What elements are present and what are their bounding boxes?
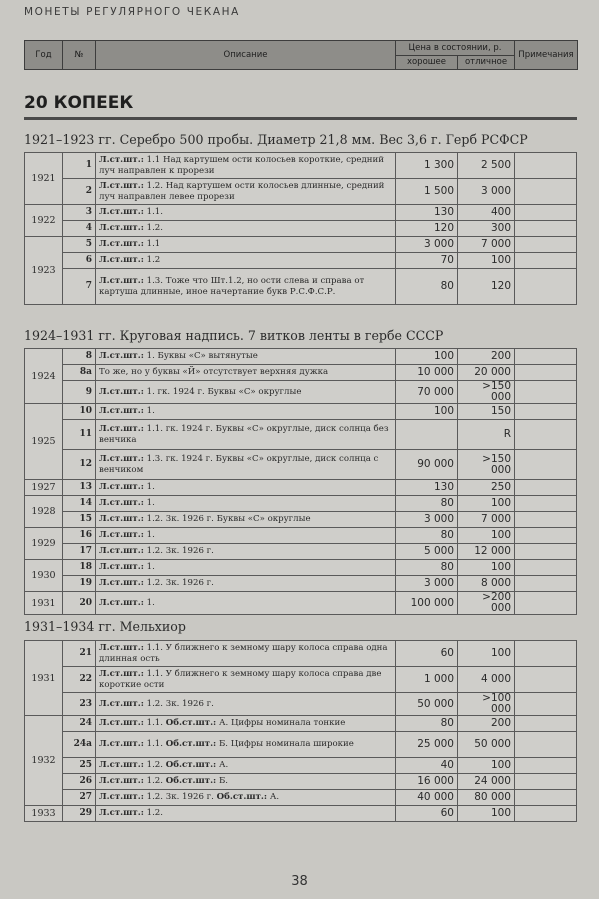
price-excellent: 250 [458, 480, 515, 496]
col-excellent: отличное [458, 55, 515, 70]
table-row [25, 512, 577, 528]
table-row [25, 253, 577, 269]
catalog-number: 20 [63, 592, 96, 615]
table-row [25, 774, 577, 790]
price-good: 100 [396, 404, 458, 420]
catalog-number: 21 [63, 641, 96, 667]
price-excellent: 100 [458, 496, 515, 512]
description-cell: Л.ст.шт.: 1.3. Тоже что Шт.1.2, но ости слева и справа от картуша длинные, иное начертание букв Р.С.Ф.С.Р. [96, 269, 396, 305]
price-good: 60 [396, 806, 458, 822]
price-excellent: 7 000 [458, 237, 515, 253]
catalog-number: 25 [63, 758, 96, 774]
notes-cell [515, 496, 577, 512]
notes-cell [515, 641, 577, 667]
price-excellent: >200 000 [458, 592, 515, 615]
catalog-number: 14 [63, 496, 96, 512]
price-good: 100 000 [396, 592, 458, 615]
catalog-number: 13 [63, 480, 96, 496]
col-description: Описание [96, 41, 396, 70]
catalog-number: 5 [63, 237, 96, 253]
price-excellent: 300 [458, 221, 515, 237]
price-excellent: 100 [458, 560, 515, 576]
price-excellent: 100 [458, 528, 515, 544]
table-row [25, 667, 577, 693]
price-excellent: 400 [458, 205, 515, 221]
description-cell: Л.ст.шт.: 1.2. Об.ст.шт.: Б. [96, 774, 396, 790]
price-good: 40 000 [396, 790, 458, 806]
catalog-number: 7 [63, 269, 96, 305]
price-excellent: 3 000 [458, 179, 515, 205]
catalog-number: 3 [63, 205, 96, 221]
price-excellent: 24 000 [458, 774, 515, 790]
description-cell: Л.ст.шт.: 1. гк. 1924 г. Буквы «С» округлые [96, 381, 396, 404]
price-good: 80 [396, 560, 458, 576]
price-excellent: 100 [458, 253, 515, 269]
year-cell: 1933 [25, 806, 63, 822]
price-good: 100 [396, 349, 458, 365]
catalog-number: 16 [63, 528, 96, 544]
price-excellent: R [458, 420, 515, 450]
notes-cell [515, 253, 577, 269]
description-cell: Л.ст.шт.: 1.2. 3к. 1926 г. Буквы «С» округлые [96, 512, 396, 528]
description-cell: Л.ст.шт.: 1.2. 3к. 1926 г. Об.ст.шт.: А. [96, 790, 396, 806]
catalog-number: 15 [63, 512, 96, 528]
table-row [25, 544, 577, 560]
notes-cell [515, 732, 577, 758]
description-cell: Л.ст.шт.: 1.1. У ближнего к земному шару колоса справа одна длинная ость [96, 641, 396, 667]
catalog-number: 12 [63, 450, 96, 480]
description-cell: Л.ст.шт.: 1.2. 3к. 1926 г. [96, 693, 396, 716]
notes-cell [515, 806, 577, 822]
table-row [25, 716, 577, 732]
year-cell: 1931 [25, 592, 63, 615]
year-cell: 1927 [25, 480, 63, 496]
notes-cell [515, 592, 577, 615]
catalog-number: 2 [63, 179, 96, 205]
price-excellent: 200 [458, 349, 515, 365]
description-cell: Л.ст.шт.: 1.2. 3к. 1926 г. [96, 576, 396, 592]
notes-cell [515, 404, 577, 420]
table-row [25, 221, 577, 237]
group-title-3: 1931–1934 гг. Мельхиор [24, 619, 186, 634]
table-row [25, 365, 577, 381]
price-excellent: 50 000 [458, 732, 515, 758]
price-good: 1 300 [396, 153, 458, 179]
catalog-number: 10 [63, 404, 96, 420]
description-cell: Л.ст.шт.: 1. [96, 480, 396, 496]
price-excellent: 100 [458, 806, 515, 822]
table-row [25, 576, 577, 592]
col-price: Цена в состоянии, р. [396, 41, 515, 56]
catalog-number: 17 [63, 544, 96, 560]
table-row [25, 592, 577, 615]
table-row [25, 641, 577, 667]
description-cell: Л.ст.шт.: 1.1. гк. 1924 г. Буквы «С» округлые, диск солнца без венчика [96, 420, 396, 450]
price-good: 3 000 [396, 237, 458, 253]
description-cell: Л.ст.шт.: 1. [96, 528, 396, 544]
year-cell: 1931 [25, 641, 63, 716]
description-cell: Л.ст.шт.: 1.2. [96, 221, 396, 237]
table-row [25, 732, 577, 758]
catalog-number: 18 [63, 560, 96, 576]
catalog-number: 22 [63, 667, 96, 693]
table-row [25, 496, 577, 512]
catalog-number: 19 [63, 576, 96, 592]
notes-cell [515, 512, 577, 528]
notes-cell [515, 349, 577, 365]
price-good: 80 [396, 269, 458, 305]
price-good: 5 000 [396, 544, 458, 560]
catalog-number: 8а [63, 365, 96, 381]
price-good: 130 [396, 480, 458, 496]
description-cell: Л.ст.шт.: 1.1. У ближнего к земному шару колоса справа две короткие ости [96, 667, 396, 693]
price-excellent: 80 000 [458, 790, 515, 806]
price-excellent: 20 000 [458, 365, 515, 381]
table-row [25, 693, 577, 716]
price-good: 3 000 [396, 512, 458, 528]
year-cell: 1925 [25, 404, 63, 480]
col-num: № [63, 41, 96, 70]
description-cell: Л.ст.шт.: 1. [96, 404, 396, 420]
notes-cell [515, 179, 577, 205]
year-cell: 1932 [25, 716, 63, 806]
description-cell: Л.ст.шт.: 1. [96, 560, 396, 576]
notes-cell [515, 758, 577, 774]
table-row [25, 381, 577, 404]
table-row [25, 758, 577, 774]
col-notes: Примечания [515, 41, 578, 70]
description-cell: Л.ст.шт.: 1.1. Об.ст.шт.: Б. Цифры номинала широкие [96, 732, 396, 758]
notes-cell [515, 693, 577, 716]
price-good [396, 420, 458, 450]
col-year: Год [25, 41, 63, 70]
group-title-2: 1924–1931 гг. Круговая надпись. 7 витков ленты в гербе СССР [24, 328, 444, 343]
description-cell: Л.ст.шт.: 1.2. Об.ст.шт.: А. [96, 758, 396, 774]
notes-cell [515, 480, 577, 496]
price-good: 60 [396, 641, 458, 667]
price-good: 50 000 [396, 693, 458, 716]
catalog-number: 24 [63, 716, 96, 732]
notes-cell [515, 237, 577, 253]
price-excellent: 7 000 [458, 512, 515, 528]
table-row [25, 404, 577, 420]
price-excellent: 2 500 [458, 153, 515, 179]
price-good: 80 [396, 496, 458, 512]
running-head: МОНЕТЫ РЕГУЛЯРНОГО ЧЕКАНА [24, 6, 240, 18]
notes-cell [515, 221, 577, 237]
coin-table-1 [24, 152, 577, 305]
price-excellent: 8 000 [458, 576, 515, 592]
table-row [25, 153, 577, 179]
description-cell: Л.ст.шт.: 1. [96, 592, 396, 615]
price-good: 70 000 [396, 381, 458, 404]
catalog-number: 1 [63, 153, 96, 179]
notes-cell [515, 790, 577, 806]
price-excellent: 120 [458, 269, 515, 305]
notes-cell [515, 576, 577, 592]
price-good: 3 000 [396, 576, 458, 592]
notes-cell [515, 560, 577, 576]
price-good: 70 [396, 253, 458, 269]
description-cell: Л.ст.шт.: 1. [96, 496, 396, 512]
price-excellent: >150 000 [458, 381, 515, 404]
description-cell: Л.ст.шт.: 1.1. Об.ст.шт.: А. Цифры номинала тонкие [96, 716, 396, 732]
year-cell: 1923 [25, 237, 63, 305]
catalog-number: 8 [63, 349, 96, 365]
price-good: 10 000 [396, 365, 458, 381]
catalog-number: 23 [63, 693, 96, 716]
price-good: 90 000 [396, 450, 458, 480]
description-cell: То же, но у буквы «Й» отсутствует верхняя дужка [96, 365, 396, 381]
table-row [25, 269, 577, 305]
year-cell: 1930 [25, 560, 63, 592]
year-cell: 1924 [25, 349, 63, 404]
notes-cell [515, 774, 577, 790]
catalog-number: 24а [63, 732, 96, 758]
page-number: 38 [291, 874, 308, 889]
price-good: 120 [396, 221, 458, 237]
catalog-number: 11 [63, 420, 96, 450]
price-good: 40 [396, 758, 458, 774]
catalog-number: 27 [63, 790, 96, 806]
column-header [24, 40, 578, 70]
catalog-number: 29 [63, 806, 96, 822]
price-excellent: >150 000 [458, 450, 515, 480]
coin-table-2 [24, 348, 577, 615]
price-good: 80 [396, 528, 458, 544]
price-excellent: 12 000 [458, 544, 515, 560]
notes-cell [515, 544, 577, 560]
price-excellent: 100 [458, 641, 515, 667]
price-excellent: 200 [458, 716, 515, 732]
table-row [25, 349, 577, 365]
table-row [25, 560, 577, 576]
description-cell: Л.ст.шт.: 1.2. Над картушем ости колосьев длинные, средний луч направлен левее прорези [96, 179, 396, 205]
catalog-number: 9 [63, 381, 96, 404]
description-cell: Л.ст.шт.: 1. Буквы «С» вытянутые [96, 349, 396, 365]
notes-cell [515, 153, 577, 179]
price-good: 25 000 [396, 732, 458, 758]
description-cell: Л.ст.шт.: 1.1. [96, 205, 396, 221]
table-row [25, 237, 577, 253]
catalog-number: 6 [63, 253, 96, 269]
notes-cell [515, 381, 577, 404]
description-cell: Л.ст.шт.: 1.2. [96, 806, 396, 822]
description-cell: Л.ст.шт.: 1.3. гк. 1924 г. Буквы «С» округлые, диск солнца с венчиком [96, 450, 396, 480]
description-cell: Л.ст.шт.: 1.1 Над картушем ости колосьев короткие, средний луч направлен к прорези [96, 153, 396, 179]
price-good: 1 000 [396, 667, 458, 693]
group-title-1: 1921–1923 гг. Серебро 500 пробы. Диаметр 21,8 мм. Вес 3,6 г. Герб РСФСР [24, 132, 528, 147]
section-title: 20 КОПЕЕК [24, 93, 134, 113]
table-row [25, 420, 577, 450]
notes-cell [515, 716, 577, 732]
table-row [25, 528, 577, 544]
notes-cell [515, 667, 577, 693]
price-excellent: 4 000 [458, 667, 515, 693]
price-good: 1 500 [396, 179, 458, 205]
price-good: 16 000 [396, 774, 458, 790]
notes-cell [515, 420, 577, 450]
description-cell: Л.ст.шт.: 1.2 [96, 253, 396, 269]
year-cell: 1921 [25, 153, 63, 205]
description-cell: Л.ст.шт.: 1.2. 3к. 1926 г. [96, 544, 396, 560]
notes-cell [515, 205, 577, 221]
year-cell: 1928 [25, 496, 63, 528]
notes-cell [515, 365, 577, 381]
col-good: хорошее [396, 55, 458, 70]
table-row [25, 205, 577, 221]
notes-cell [515, 528, 577, 544]
price-good: 130 [396, 205, 458, 221]
price-excellent: 100 [458, 758, 515, 774]
table-row [25, 179, 577, 205]
coin-table-3 [24, 640, 577, 822]
section-rule [24, 117, 577, 120]
table-row [25, 806, 577, 822]
table-row [25, 790, 577, 806]
price-good: 80 [396, 716, 458, 732]
table-row [25, 450, 577, 480]
price-excellent: >100 000 [458, 693, 515, 716]
price-excellent: 150 [458, 404, 515, 420]
year-cell: 1929 [25, 528, 63, 560]
description-cell: Л.ст.шт.: 1.1 [96, 237, 396, 253]
year-cell: 1922 [25, 205, 63, 237]
catalog-number: 4 [63, 221, 96, 237]
notes-cell [515, 269, 577, 305]
catalog-number: 26 [63, 774, 96, 790]
table-row [25, 480, 577, 496]
notes-cell [515, 450, 577, 480]
